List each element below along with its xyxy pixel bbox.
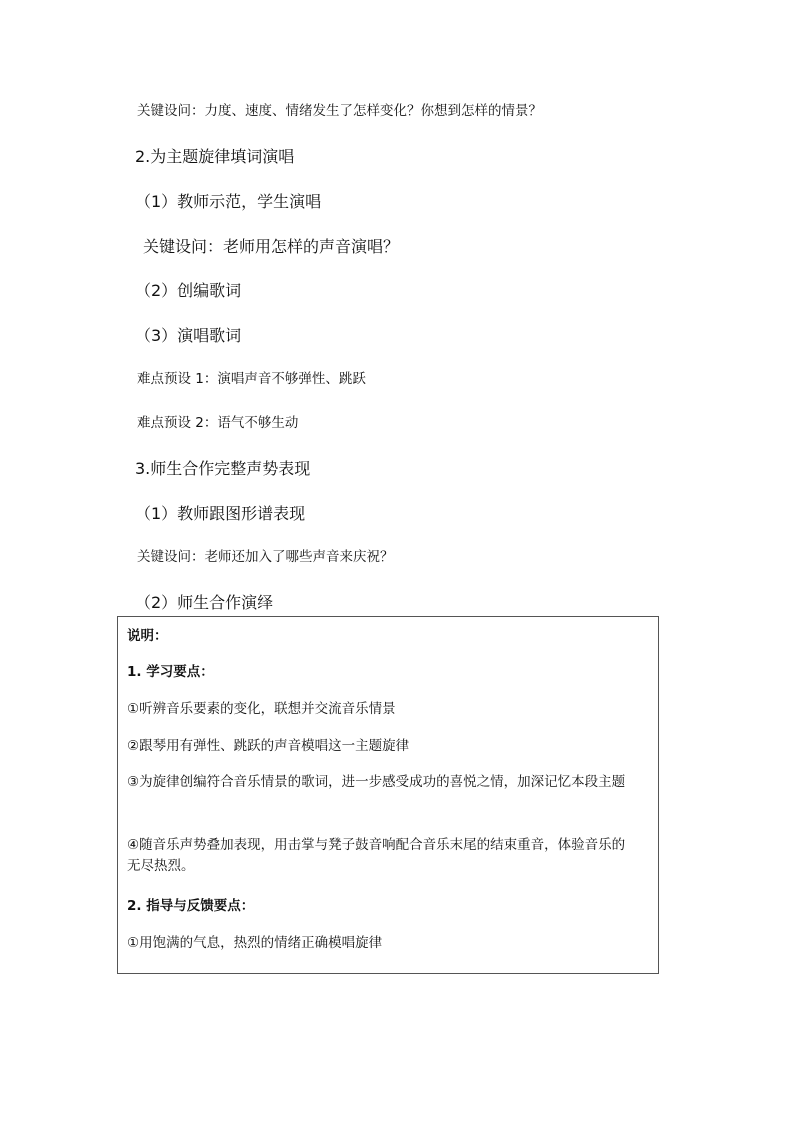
notes-item-2: ②跟琴用有弹性、跳跃的声音模唱这一主题旋律 <box>127 738 410 754</box>
subsection-3-2: （2）师生合作演绎 <box>135 593 274 612</box>
key-question-1: 关键设问：力度、速度、情绪发生了怎样变化？你想到怎样的情景？ <box>137 103 542 119</box>
notes-box <box>117 616 659 974</box>
notes-item-5: ①用饱满的气息，热烈的情绪正确模唱旋律 <box>127 935 383 951</box>
subsection-3-1: （1）教师跟图形谱表现 <box>135 504 306 523</box>
subsection-2-1: （1）教师示范，学生演唱 <box>135 192 322 211</box>
key-question-2: 关键设问：老师用怎样的声音演唱？ <box>143 237 400 256</box>
section-heading-3: 3.师生合作完整声势表现 <box>135 459 311 478</box>
notes-section-2-title: 2. 指导与反馈要点： <box>127 898 255 914</box>
notes-item-1: ①听辨音乐要素的变化，联想并交流音乐情景 <box>127 701 396 717</box>
notes-title: 说明： <box>127 628 168 644</box>
section-heading-2: 2.为主题旋律填词演唱 <box>135 147 295 166</box>
notes-item-4: ④随音乐声势叠加表现，用击掌与凳子鼓音响配合音乐末尾的结束重音，体验音乐的无尽热烈。 <box>127 837 626 874</box>
difficulty-2: 难点预设 2：语气不够生动 <box>137 415 299 431</box>
notes-section-1-title: 1. 学习要点： <box>127 664 214 680</box>
difficulty-1: 难点预设 1：演唱声音不够弹性、跳跃 <box>137 371 366 387</box>
subsection-2-3: （3）演唱歌词 <box>135 326 242 345</box>
notes-item-3: ③为旋律创编符合音乐情景的歌词，进一步感受成功的喜悦之情，加深记忆本段主题 <box>127 774 626 790</box>
subsection-2-2: （2）创编歌词 <box>135 281 242 300</box>
key-question-3: 关键设问：老师还加入了哪些声音来庆祝？ <box>137 549 394 565</box>
